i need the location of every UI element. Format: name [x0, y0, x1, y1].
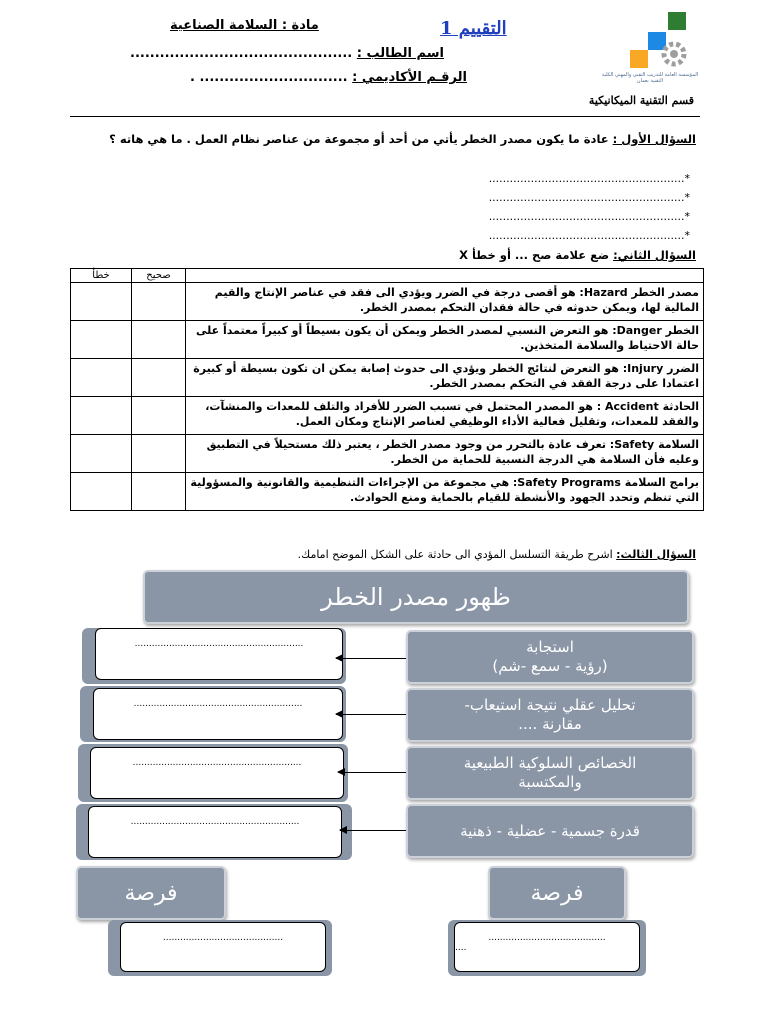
statement-safety: السلامة Safety: تعرف عادة بالتحرر من وجود مصدر الخطر ، يعتبر ذلك مستحيلاً في التطبيق وعليه فأن السلامة هي الدرجة النسبية للحماية من الخطر.	[186, 435, 704, 473]
step-label: الخصائص السلوكية الطبيعية	[463, 754, 637, 772]
question-2-text: ضع علامة صح ... أو خطأ X	[459, 248, 610, 262]
student-name-label: اسم الطالب :	[356, 46, 444, 61]
true-answer-cell[interactable]	[132, 283, 186, 321]
opportunity-left-box: فرصة	[76, 866, 226, 920]
academic-number-field[interactable]	[190, 70, 467, 85]
logo-caption: المؤسسة العامة للتدريب التقني والمهني الكلية التقنية بعمان	[601, 72, 699, 84]
arrow-icon	[338, 772, 406, 773]
step-detail: (رؤية - سمع -شم)	[492, 657, 608, 675]
question-3-label: السؤال الثالث:	[616, 548, 696, 561]
student-name-field[interactable]	[130, 46, 444, 61]
true-false-table	[70, 268, 704, 511]
answer-dots: .........................................	[488, 933, 606, 943]
answer-line-1[interactable]: *........................................................	[488, 172, 690, 185]
arrow-icon	[340, 830, 406, 831]
answer-box-3[interactable]: ...........................................................	[90, 747, 344, 799]
true-column-header: صحيح	[132, 269, 186, 283]
table-row	[71, 473, 704, 511]
subject: مادة : السلامة الصناعية	[170, 18, 319, 33]
question-2-label: السؤال الثاني:	[613, 248, 696, 262]
question-1	[76, 129, 696, 149]
answer-line-3[interactable]: *........................................................	[488, 210, 690, 223]
academic-number-label: الرقـم الأكاديمي :	[352, 70, 467, 85]
statement-accident: الحادثة Accident : هو المصدر المحتمل في تسبب الضرر للأفراد والتلف للمعدات والمنشآت، والفقد للمعدات، وتقليل فعالية الأداء الوظيفي لعناصر الإنتاج ومكان العمل.	[186, 397, 704, 435]
step-detail: مقارنة ....	[518, 715, 582, 733]
answer-line-4[interactable]: *........................................................	[488, 229, 690, 242]
question-1-text: عادة ما يكون مصدر الخطر يأتي من أحد أو مجموعة من عناصر نظام العمل . ما هي هاته ؟	[109, 132, 609, 146]
answer-box-2[interactable]: ...........................................................	[93, 688, 343, 740]
table-row	[71, 397, 704, 435]
true-answer-cell[interactable]	[132, 473, 186, 511]
true-answer-cell[interactable]	[132, 397, 186, 435]
false-column-header: خطأ	[71, 269, 132, 283]
step-behavior-box	[406, 746, 694, 800]
statement-danger: الخطر Danger: هو التعرض النسبي لمصدر الخطر ويمكن أن يكون بسيطاً أو كبيراً معتمداً على حالة الاحتياط والسلامة المتخذين.	[186, 321, 704, 359]
table-header-row	[71, 269, 704, 283]
step-response-box	[406, 630, 694, 684]
hazard-emergence-banner: ظهور مصدر الخطر	[143, 570, 689, 624]
statement-header	[186, 269, 704, 283]
false-answer-cell[interactable]	[71, 283, 132, 321]
arrow-icon	[336, 658, 406, 659]
false-answer-cell[interactable]	[71, 359, 132, 397]
student-name-blank[interactable]: .............................................	[130, 46, 353, 61]
statement-hazard: مصدر الخطر Hazard: هو أقصى درجة في الضرر ويؤدي الى فقد في عناصر الإنتاج والقيم المالية لها، ويمكن حدوثه في حالة فقدان التحكم بمصدر الخطر.	[186, 283, 704, 321]
question-3	[298, 548, 696, 561]
header-divider	[70, 116, 700, 117]
statement-safety-programs: برامج السلامة Safety Programs: هي مجموعة من الإجراءات التنظيمية والقانونية والمسؤولية التي تنظم وتحدد الجهود والأنشطة للقيام بالحماية ومنع الحوادث.	[186, 473, 704, 511]
answer-box-opportunity-right[interactable]	[454, 922, 640, 972]
false-answer-cell[interactable]	[71, 321, 132, 359]
step-analysis-box	[406, 688, 694, 742]
department-name: قسم التقنية الميكانيكية	[588, 94, 694, 107]
academic-number-blank[interactable]: .............................. .	[190, 70, 348, 85]
step-label: استجابة	[526, 638, 574, 656]
page-title: التقييم 1	[440, 18, 507, 39]
question-2	[459, 248, 696, 262]
answer-box-opportunity-left[interactable]: ..........................................	[120, 922, 326, 972]
table-row	[71, 359, 704, 397]
true-answer-cell[interactable]	[132, 435, 186, 473]
answer-dots-continued: ....	[455, 943, 467, 953]
answer-box-4[interactable]: ...........................................................	[88, 806, 342, 858]
step-ability-box	[406, 804, 694, 858]
step-detail: والمكتسبة	[518, 773, 582, 791]
arrow-icon	[336, 714, 406, 715]
statement-injury: الضرر Injury: هو التعرض لنتائج الخطر ويؤدي الى حدوث إصابة يمكن ان تكون بسيطة أو كبيرة اعتمادا على درجة الفقد في التحكم بمصدر الخطر.	[186, 359, 704, 397]
step-label: تحليل عقلي نتيجة استيعاب-	[464, 696, 636, 714]
table-row	[71, 435, 704, 473]
false-answer-cell[interactable]	[71, 397, 132, 435]
answer-line-2[interactable]: *........................................................	[488, 191, 690, 204]
true-answer-cell[interactable]	[132, 359, 186, 397]
question-3-text: اشرح طريقة التسلسل المؤدي الى حادثة على الشكل الموضح امامك.	[297, 548, 613, 561]
table-row	[71, 283, 704, 321]
false-answer-cell[interactable]	[71, 435, 132, 473]
step-label: قدرة جسمية - عضلية - ذهنية	[460, 821, 640, 840]
answer-box-1[interactable]: ...........................................................	[95, 628, 343, 680]
true-answer-cell[interactable]	[132, 321, 186, 359]
false-answer-cell[interactable]	[71, 473, 132, 511]
question-1-label: السؤال الأول :	[612, 132, 696, 146]
opportunity-right-box: فرصة	[488, 866, 626, 920]
table-row	[71, 321, 704, 359]
